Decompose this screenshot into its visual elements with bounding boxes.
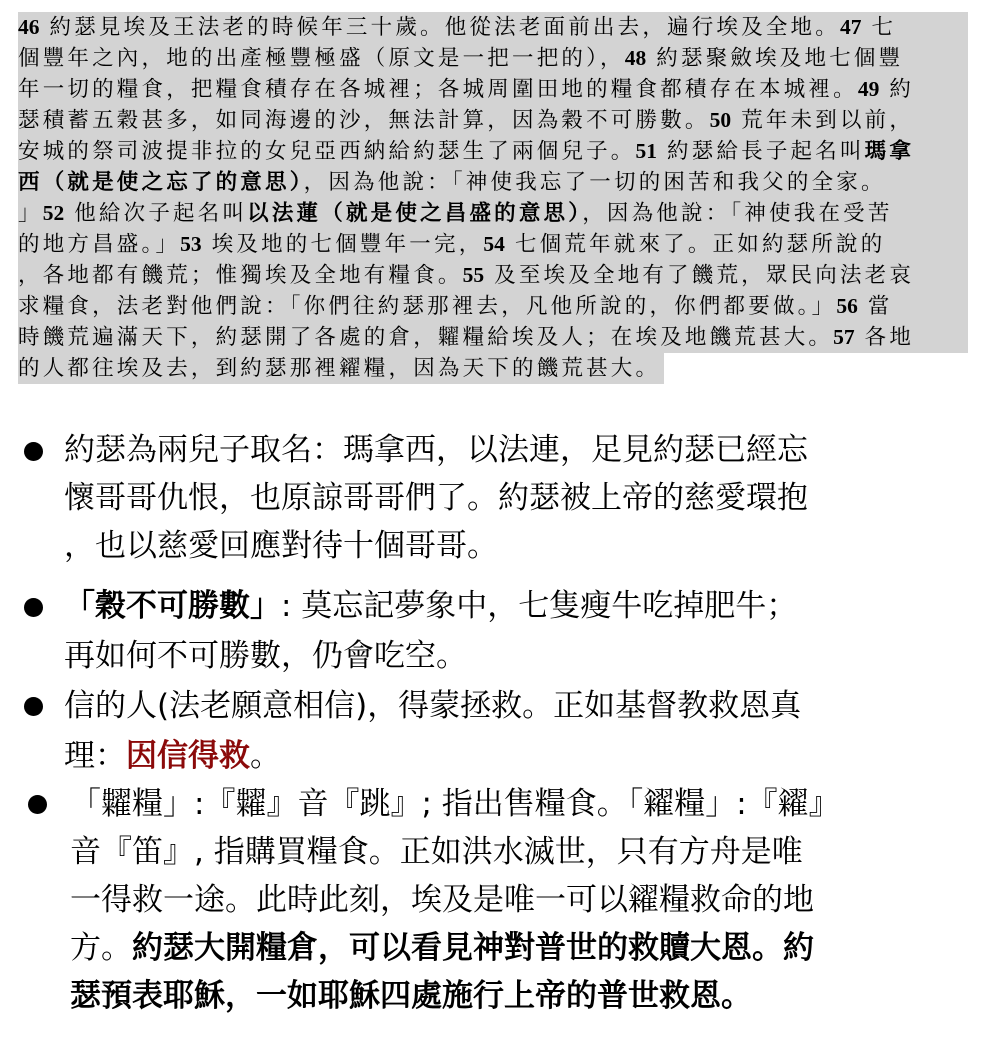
verse-text: ，各地都有饑荒；惟獨埃及全地有糧食。 [18,263,463,288]
verse-number: 51 [635,139,658,163]
verse-text: ，因為他說：「神使我在受苦 [582,201,893,226]
note-line [70,830,803,874]
note-line [64,634,467,678]
verse-text: 當 [857,294,893,319]
verse-number: 47 [839,15,862,39]
verse-text: 七 [861,15,897,40]
verse-text: 埃及地的七個豐年一完， [201,232,484,257]
emphasis-bold-text: 「穀不可勝數」 [64,588,281,624]
note-line [64,734,281,778]
bullet-icon [24,697,43,716]
verse-number: 48 [624,46,647,70]
note-text: ，也以慈愛回應對待十個哥哥。 [64,528,498,564]
verse-number: 50 [709,108,732,132]
verse-number: 52 [42,201,65,225]
name-meaning-highlight: 瑪拿 [864,139,915,164]
verse-text: 求糧食，法老對他們說：「你們往約瑟那裡去，凡他所說的，你們都要做。」 [18,294,837,319]
name-meaning-highlight: 西（就是使之忘了的意思） [18,170,304,195]
note-text: 音『笛』, 指購買糧食。正如洪水滅世，只有方舟是唯 [70,834,803,870]
emphasis-bold-text: 約瑟大開糧倉，可以看見神對普世的救贖大恩。約 [132,930,814,966]
bullet-icon [24,598,43,617]
verse-text: 他給次子起名叫 [64,201,248,226]
verse-text: 」 [18,201,43,226]
note-line [64,584,797,628]
verse-text: 個豐年之內，地的出產極豐極盛（原文是一把一把的）， [18,46,625,71]
verse-number: 55 [462,263,485,287]
note-line [70,782,840,826]
note-text: 約瑟為兩兒子取名：瑪拿西，以法連，足見約瑟已經忘 [64,432,808,468]
note-line [70,878,814,922]
emphasis-bold-text: 瑟預表耶穌，一如耶穌四處施行上帝的普世救恩。 [70,978,752,1014]
note-text: : 莫忘記夢象中，七隻瘦牛吃掉肥牛； [281,588,798,624]
bullet-icon [24,442,43,461]
note-text: 再如何不可勝數，仍會吃空。 [64,638,467,674]
verse-number: 53 [180,232,202,256]
note-line [70,974,752,1018]
verse-number: 46 [18,15,40,39]
verse-text: 及至埃及全地有了饑荒，眾民向法老哀 [484,263,915,288]
verse-text: 的人都往埃及去，到約瑟那裡糴糧，因為天下的饑荒甚大。 [18,356,661,381]
verse-text: 七個荒年就來了。正如約瑟所說的 [504,232,886,257]
verse-text: 約瑟聚斂埃及地七個豐 [646,46,904,71]
emphasis-red-text: 因信得救 [126,738,250,774]
note-text: 懷哥哥仇恨，也原諒哥哥們了。約瑟被上帝的慈愛環抱 [64,480,808,516]
note-text: 信的人(法老願意相信)，得蒙拯救。正如基督教救恩真 [64,688,802,724]
note-text: 「糶糧」:『糶』音『跳』; 指出售糧食。「糴糧」:『糴』 [70,786,840,822]
verse-number: 57 [833,325,855,349]
verse-text: 荒年未到以前， [731,108,915,133]
note-text: 。 [250,738,281,774]
verse-text: 時饑荒遍滿天下，約瑟開了各處的倉，糶糧給埃及人；在埃及地饑荒甚大。 [18,325,834,350]
note-line [64,476,808,520]
verse-text: 各地 [854,325,915,350]
name-meaning-highlight: 以法蓮（就是使之昌盛的意思） [247,201,583,226]
note-line [70,926,814,970]
note-text: 方。 [70,930,132,966]
note-text: 理： [64,738,126,774]
verse-text: 約瑟給長子起名叫 [657,139,865,164]
verse-text: 約 [879,77,915,102]
verse-text: 瑟積蓄五穀甚多，如同海邊的沙，無法計算，因為穀不可勝數。 [18,108,710,133]
verse-text: 的地方昌盛。」 [18,232,181,257]
verse-text: 安城的祭司波提非拉的女兒亞西納給約瑟生了兩個兒子。 [18,139,636,164]
verse-text: 年一切的糧食，把糧食積存在各城裡；各城周圍田地的糧食都積存在本城裡。 [18,77,858,102]
verse-text: 約瑟見埃及王法老的時候年三十歲。他從法老面前出去，遍行埃及全地。 [39,15,840,40]
verse-number: 49 [857,77,880,101]
bullet-icon [28,795,47,814]
note-line [64,684,801,728]
note-line [64,428,808,472]
note-line [64,524,498,568]
verse-text: ，因為他說：「神使我忘了一切的困苦和我父的全家。 [303,170,886,195]
note-text: 一得救一途。此時此刻，埃及是唯一可以糴糧救命的地 [70,882,814,918]
verse-number: 56 [836,294,858,318]
verse-number: 54 [483,232,505,256]
